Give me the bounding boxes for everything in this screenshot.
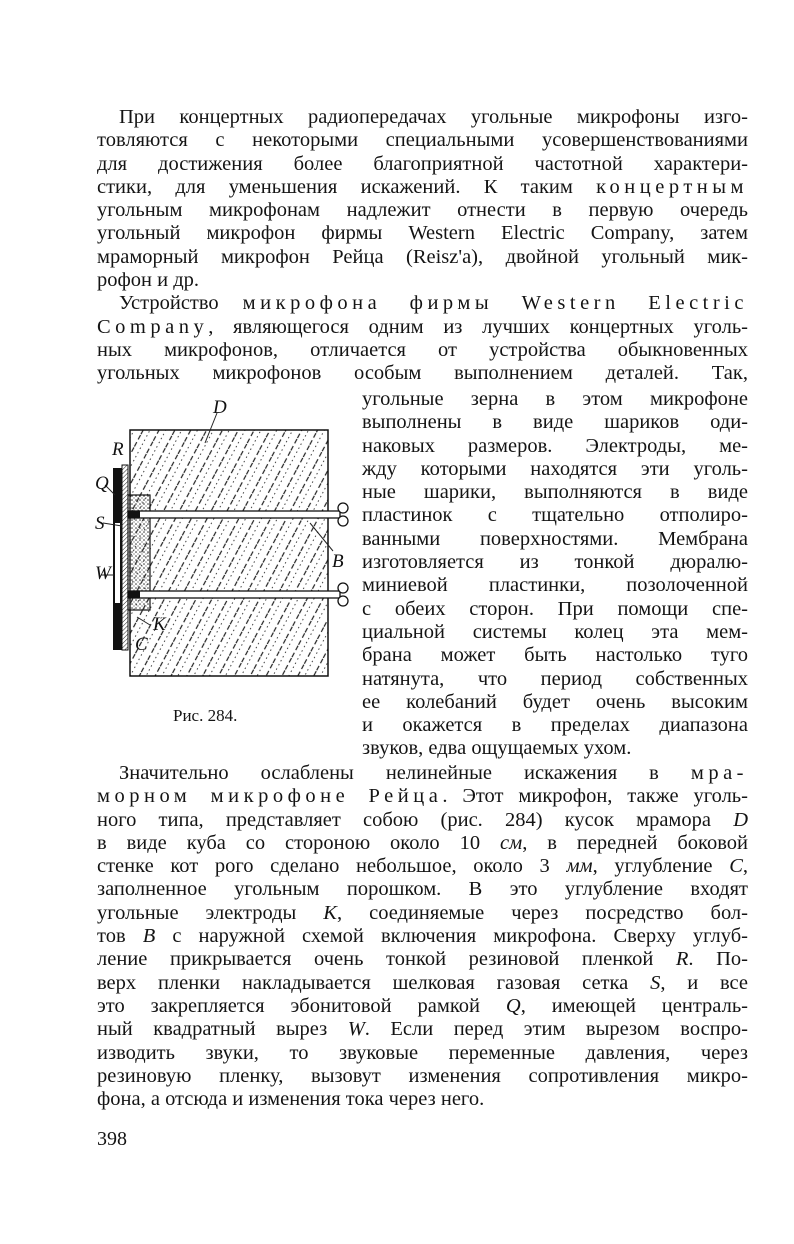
text-line [97, 176, 748, 199]
text-line [97, 316, 748, 339]
text-segment: угольных микрофонов особым выполнением деталей. Так, [97, 362, 748, 385]
text-line [362, 598, 748, 621]
text-segment: стенке кот рого сделано небольшое, около 3 [97, 855, 567, 878]
text-segment: фона, а отсюда и изменения тока через него. [97, 1088, 485, 1111]
text-segment: рофон и др. [97, 269, 200, 292]
label-q: Q [95, 473, 109, 494]
text-line [362, 481, 748, 504]
spaced-emphasis: Company [97, 315, 209, 338]
label-d: D [213, 397, 227, 418]
text-line [97, 292, 748, 315]
text-segment: , имеющей централь- [520, 994, 748, 1017]
text-line [97, 153, 748, 176]
text-line [362, 411, 748, 434]
figure-caption: Рис. 284. [173, 706, 238, 725]
italic-symbol: S [650, 971, 661, 994]
label-k: K [153, 614, 166, 635]
italic-symbol: мм [566, 855, 593, 878]
text-segment: и окажется в пределах диапазона [362, 714, 748, 737]
text-segment: , соединяемые через посредство бол- [336, 901, 748, 924]
spaced-emphasis: морном микрофоне Рейца [97, 785, 443, 808]
text-segment: циальной системы колец эта мем- [362, 620, 748, 643]
text-line [97, 129, 748, 152]
text-segment: Устройство [119, 292, 243, 315]
text-segment: изготовляется из тонкой дюралю- [362, 551, 748, 574]
text-segment: товляются с некоторыми специальными усовершенствованиями [97, 129, 748, 152]
italic-symbol: W [347, 1018, 365, 1041]
text-segment: натянута, что период собственных [362, 667, 748, 690]
text-segment: с обеих сторон. При помощи спе- [362, 597, 748, 620]
text-segment: угольные электроды [97, 901, 324, 924]
window [115, 523, 120, 603]
text-line [97, 339, 748, 362]
text-segment: тов [97, 925, 143, 948]
text-line [97, 199, 748, 222]
text-line [362, 668, 748, 691]
text-segment: , углубление [592, 855, 730, 878]
text-line [362, 574, 748, 597]
italic-symbol: C [729, 855, 743, 878]
label-w: W [95, 563, 111, 584]
text-segment: ванными поверхностями. Мембрана [362, 527, 748, 550]
text-line [97, 902, 748, 925]
text-segment: изводить звуки, то звуковые переменные давления, через [97, 1041, 748, 1064]
text-line [97, 809, 748, 832]
membrane [122, 465, 128, 650]
text-line [362, 551, 748, 574]
text-segment: верх пленки накладывается шелковая газовая сетка [97, 971, 651, 994]
text-line [97, 972, 748, 995]
text-segment: стики, для уменьшения искажений. К таким [97, 175, 597, 198]
text-line [362, 528, 748, 551]
text-segment: жду которыми находятся эти уголь- [362, 457, 748, 480]
text-segment: Значительно ослаблены нелинейные искажения в [119, 762, 691, 784]
text-segment: ление прикрывается очень тонкой резиновой пленкой [97, 948, 676, 971]
text-segment: брана может быть настолько туго [362, 644, 748, 667]
text-line [362, 458, 748, 481]
text-block-bottom [97, 762, 748, 1111]
text-segment: , в передней боковой [522, 831, 748, 854]
page-number: 398 [97, 1128, 127, 1150]
text-line [362, 435, 748, 458]
text-line [97, 762, 748, 785]
text-segment: угольные зерна в этом микрофоне [362, 388, 748, 410]
text-segment: с наружной схемой включения микрофона. Сверху углуб- [155, 925, 748, 948]
text-segment: это закрепляется эбонитовой рамкой [97, 994, 506, 1017]
text-segment: в виде куба со стороною около 10 [97, 831, 501, 854]
text-line [362, 737, 748, 760]
text-line [97, 925, 748, 948]
text-block-top [97, 106, 748, 386]
text-segment: миниевой пластинки, позолоченной [362, 574, 748, 597]
spaced-emphasis: концертным [596, 175, 748, 198]
text-line [97, 878, 748, 901]
text-line [97, 832, 748, 855]
italic-symbol: K [323, 901, 337, 924]
text-segment: заполненное угольным порошком. В это углубление входят [97, 878, 748, 901]
text-segment: резиновую пленку, вызовут изменения сопротивления микро- [97, 1064, 748, 1087]
text-line [362, 621, 748, 644]
text-line [97, 1042, 748, 1065]
text-segment: . По- [688, 948, 748, 971]
text-segment: , и все [660, 971, 748, 994]
label-c: C [135, 634, 148, 655]
text-line [97, 1065, 748, 1088]
text-line [97, 222, 748, 245]
text-line [362, 388, 748, 411]
microphone-diagram-figure [95, 395, 355, 695]
spaced-emphasis: микрофона фирмы Western Electric [242, 292, 748, 315]
marble-block [130, 430, 328, 676]
text-segment: При концертных радиопередачах угольные микрофоны изго- [119, 106, 748, 128]
label-s: S [95, 513, 105, 534]
text-block-right-column [362, 388, 748, 761]
text-line [97, 269, 748, 292]
text-segment: звуков, едва ощущаемых ухом. [362, 737, 632, 760]
text-segment: мраморный микрофон Рейца (Reisz'a), двойной угольный мик- [97, 245, 748, 268]
text-line [97, 948, 748, 971]
text-segment: , являющегося одним из лучших концертных уголь- [208, 315, 748, 338]
text-segment: для достижения более благоприятной частотной характери- [97, 152, 748, 175]
text-line [97, 855, 748, 878]
text-segment: . Этот микрофон, также уголь- [442, 785, 748, 808]
text-line [97, 1088, 748, 1111]
label-r: R [112, 439, 124, 460]
italic-symbol: Q [505, 994, 521, 1017]
text-line [362, 504, 748, 527]
text-line [362, 644, 748, 667]
text-segment: выполнены в виде шариков оди- [362, 411, 748, 434]
italic-symbol: D [733, 808, 748, 831]
spaced-emphasis: мра- [690, 762, 748, 784]
italic-symbol: B [142, 925, 156, 948]
text-line [362, 714, 748, 737]
text-line [97, 995, 748, 1018]
text-segment: ный квадратный вырез [97, 1018, 348, 1041]
text-segment: ные шарики, выполняются в виде [362, 481, 748, 504]
text-line [97, 785, 748, 808]
text-segment: наковых размеров. Электроды, ме- [362, 434, 748, 457]
label-b: B [332, 551, 344, 572]
text-segment: угольный микрофон фирмы Western Electric Company, затем [97, 222, 748, 245]
text-segment: , [742, 855, 748, 878]
text-segment: пластинок с тщательно отполиро- [362, 504, 748, 527]
text-line [97, 246, 748, 269]
text-segment: ее колебаний будет очень высоким [362, 690, 748, 713]
text-line [97, 1018, 748, 1041]
italic-symbol: R [675, 948, 689, 971]
text-line [97, 106, 748, 129]
text-segment: . Если перед этим вырезом воспро- [364, 1018, 748, 1041]
text-segment: ного типа, представляет собою (рис. 284) кусок мрамора [97, 808, 734, 831]
italic-symbol: см [500, 831, 523, 854]
text-line [97, 362, 748, 385]
text-segment: угольным микрофонам надлежит отнести в первую очередь [97, 199, 748, 222]
text-segment: ных микрофонов, отличается от устройства обыкновенных [97, 338, 748, 361]
text-line [362, 691, 748, 714]
